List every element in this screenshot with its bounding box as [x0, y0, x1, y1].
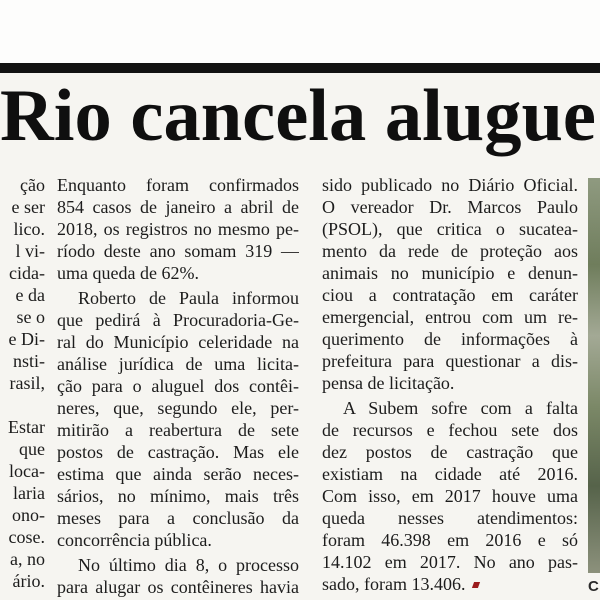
- photo-caption-fragment: C: [588, 578, 599, 595]
- text-line-fragment: ário.: [12, 571, 45, 591]
- text-line-fragment: que: [19, 439, 45, 459]
- paragraph: [57, 554, 299, 598]
- text-line: ção para o aluguel dos contêi-: [57, 376, 299, 396]
- text-line: Enquanto foram confirmados: [57, 175, 299, 195]
- paragraph: [322, 174, 578, 394]
- text-line-fragment: rasil,: [9, 373, 45, 393]
- text-line-fragment: laria: [13, 483, 45, 503]
- text-line-fragment: e da: [15, 285, 45, 305]
- text-line-fragment: loca-: [9, 461, 45, 481]
- article-end-mark-icon: [472, 582, 480, 588]
- text-line: existiam na cidade até 2016.: [322, 464, 578, 484]
- text-line: animais no município e denun-: [322, 263, 578, 283]
- headline: Rio cancela alugue: [0, 79, 596, 157]
- text-line-fragment: nsti-: [12, 351, 45, 371]
- text-line: uma queda de 62%.: [57, 263, 199, 283]
- text-line: querimento de informações à: [322, 329, 578, 349]
- text-line: foram 46.398 em 2016 e só: [322, 530, 578, 550]
- text-line: de recursos e fechou sete dos: [322, 420, 578, 440]
- text-line: (PSOL), que critica o sucatea-: [322, 219, 578, 239]
- text-line: 14.102 em 2017. No ano pas-: [322, 552, 578, 572]
- text-line-fragment: cose.: [8, 527, 45, 547]
- text-line: Roberto de Paula informou: [78, 288, 299, 308]
- text-line-fragment: e ser: [11, 197, 45, 217]
- text-line: mitirão a reabertura de sete: [57, 420, 299, 440]
- page-top-margin: [0, 0, 600, 63]
- text-line: ciou a contratação em caráter: [322, 285, 578, 305]
- column-right: [322, 174, 578, 595]
- text-line: pensa de licitação.: [322, 373, 455, 393]
- text-line-fragment: [0, 394, 45, 416]
- text-line-fragment: lico.: [13, 219, 45, 239]
- text-line: neres, que, segundo ele, per-: [57, 398, 299, 418]
- text-line: sários, no mínimo, mais três: [57, 486, 299, 506]
- text-line-fragment: a, no: [10, 549, 45, 569]
- text-line: postos de castração. Mas ele: [57, 442, 299, 462]
- column-left-fragments: [0, 174, 45, 592]
- text-line: dez postos de castração que: [322, 442, 578, 462]
- text-line: para alugar os contêineres havia: [57, 577, 299, 597]
- text-line: [322, 573, 578, 595]
- text-line: queda nesses atendimentos:: [322, 508, 578, 528]
- text-line: ríodo deste ano somam 319 —: [57, 241, 299, 261]
- text-line: que pedirá à Procuradoria-Ge-: [57, 310, 299, 330]
- text-line-fragment: se o: [16, 307, 45, 327]
- text-line-fragment: l vi-: [15, 241, 45, 261]
- text-line: concorrência pública.: [57, 530, 212, 550]
- text-line-fragment: e Di-: [8, 329, 45, 349]
- text-line: ral do Município celeridade na: [57, 332, 299, 352]
- text-line: No último dia 8, o processo: [78, 555, 299, 575]
- top-rule: [0, 63, 600, 73]
- text-line: Com isso, em 2017 houve uma: [322, 486, 578, 506]
- headline-container: [0, 79, 600, 165]
- text-line: 854 casos de janeiro a abril de: [57, 197, 299, 217]
- text-line: meses para a conclusão da: [57, 508, 299, 528]
- text-line: estima que ainda serão neces-: [57, 464, 299, 484]
- text-line-fragment: Estar: [8, 417, 45, 437]
- paragraph: [57, 174, 299, 284]
- text-line: 2018, os registros no mesmo pe-: [57, 219, 299, 239]
- text-line: A Subem sofre com a falta: [343, 398, 578, 418]
- column-middle: [57, 174, 299, 598]
- text-line: O vereador Dr. Marcos Paulo: [322, 197, 578, 217]
- text-line-fragment: ção: [20, 175, 45, 195]
- paragraph: [57, 287, 299, 551]
- text-line-fragment: ono-: [12, 505, 45, 525]
- article-photo: [588, 178, 600, 573]
- text-line: análise jurídica de uma licita-: [57, 354, 299, 374]
- line-text: sado, foram 13.406.: [322, 574, 466, 594]
- text-line: prefeitura para questionar a dis-: [322, 351, 578, 371]
- text-line-fragment: cida-: [9, 263, 45, 283]
- text-line: sido publicado no Diário Oficial.: [322, 175, 578, 195]
- text-line: mento da rede de proteção aos: [322, 241, 578, 261]
- text-line: emergencial, entrou com um re-: [322, 307, 578, 327]
- paragraph: [322, 397, 578, 595]
